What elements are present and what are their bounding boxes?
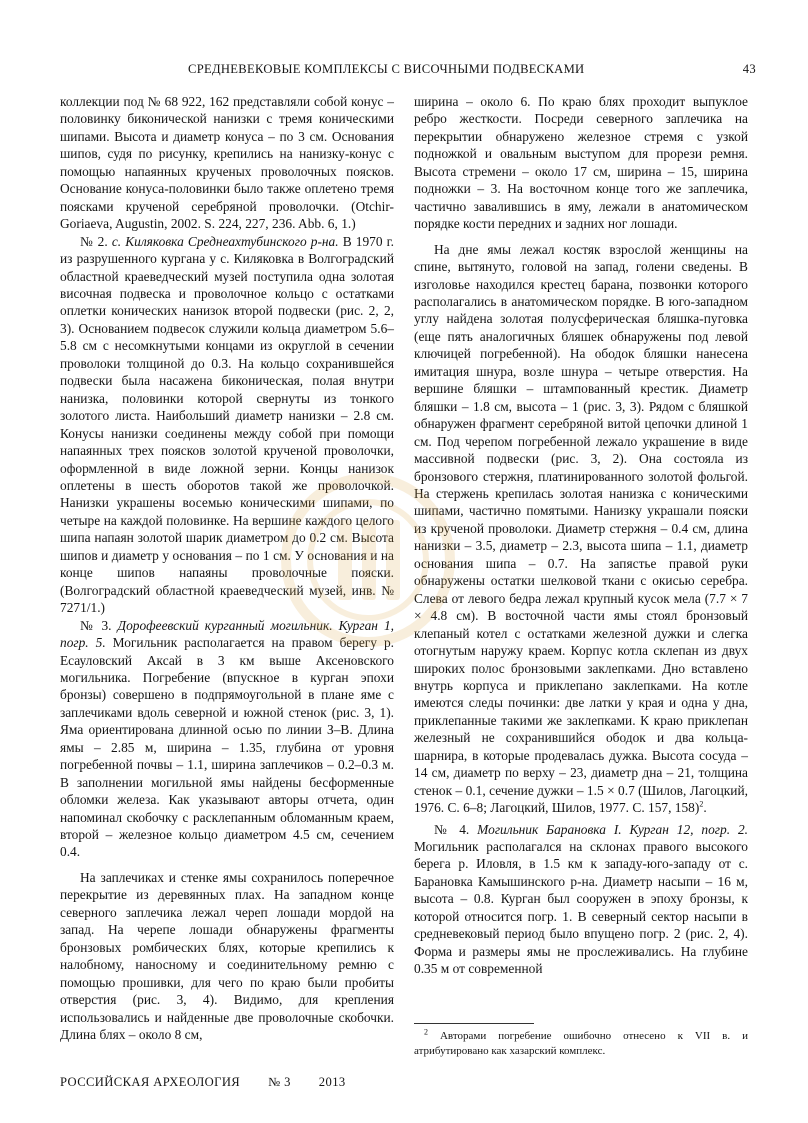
paragraph-end: .: [703, 800, 707, 816]
footnote-ref[interactable]: 2: [699, 799, 704, 809]
running-title: СРЕДНЕВЕКОВЫЕ КОМПЛЕКСЫ С ВИСОЧНЫМИ ПОДВЕСКАМИ: [188, 62, 585, 76]
site-name: Дорофеевский курганный могильник. Курган 1, погр. 5.: [60, 617, 394, 651]
journal-name: РОССИЙСКАЯ АРХЕОЛОГИЯ: [60, 1075, 241, 1089]
footnote-marker: 2: [424, 1027, 428, 1037]
paragraph: [60, 233, 394, 617]
left-column: [60, 93, 394, 1043]
site-name: с. Киляковка Среднеахтубинского р-на.: [111, 233, 339, 249]
paragraph: [60, 617, 394, 861]
entry-number: № 3.: [80, 617, 118, 633]
paragraph-body: Могильник располагался на склонах правого высокого берега р. Иловля, в 1.5 км к западу-юго-западу от с. Барановка Камышинского р-на. Диаметр насыпи – 16 м, высота – 0.8. Курган был сооружен в эпоху бронзы, к которой относится погр. 1. В северный сектор насыпи в средневековый период было впущено погр. 2 (рис. 2, 4). Форма и размеры ямы не прослеживались. На глубине 0.35 м от современной: [414, 839, 748, 977]
running-header: [60, 62, 756, 82]
site-name: Могильник Барановка I. Курган 12, погр. 2.: [477, 821, 748, 837]
page-number: 43: [742, 62, 756, 76]
footnote: [414, 1029, 748, 1058]
entry-number: № 2.: [80, 233, 112, 249]
entry-number: № 4.: [434, 821, 478, 837]
footnote-divider: [414, 1023, 534, 1024]
paragraph-body: На дне ямы лежал костяк взрослой женщины на спине, вытянуто, головой на запад, голени сведены. В изголовье находился крестец барана, позвонки которого располагались в анатомическом порядке. В юго-западном углу найдена золотая полусферическая бляшка-пуговка (еще пять аналогичных бляшек обнаружены под левой ключицей погребенной). На ободок бляшки нанесена имитация шнура, возле шнура – четыре отверстия. На вершине бляшки – штампованный крестик. Диаметр бляшки – 1.8 см, высота – 1 (рис. 3, 3). Рядом с бляшкой обнаружен фрагмент серебряной витой цепочки длиной 1 см. Под черепом погребенной лежало украшение в виде массивной подвески (рис. 3, 2). Она состояла из бронзового стержня, платинированного золотой фольгой. На стержень крепилась золотая нанизка с коническими шипами, частично помятыми. Нанизку украшали пояски из крученой проволоки. Диаметр стержня – 0.4 см, длина нанизки – 3.5, диаметр – 2.3, высота шипа – 1.1, диаметр основания шипа – 0.7. На запястье правой руки обнаружены остатки шелковой ткани с окисью серебра. Слева от левого бедра лежал крупный кусок мела (7.7 × 7 × 4.8 см). В восточной части ямы стоял бронзовый клепаный котел с остатками железной дужки и слегка отогнутым наружу краем. Корпус котла склепан из двух широких полос бронзовыми заклепками. Дно вставлено внутрь корпуса и приклепано заклепками. На котле имеются следы починки: две латки у края и одна у дна, приклепанные такими же заклепками. К краю приклепан железный не сохранившийся ободок и два кольца-шарнира, в которые продевалась дужка. Высота сосуда – 14 см, диаметр по верху – 23, диаметр дна – 21, толщина стенок – 0.1, сечение дужки – 1.5 × 0.7 (Шилов, Лагоцкий, 1976. С. 6–8; Лагоцкий, Шилов, 1977. С. 157, 158): [414, 241, 748, 816]
paragraph: На заплечиках и стенке ямы сохранилось поперечное перекрытие из деревянных плах. На западном конце северного заплечика лежал череп лошади мордой на запад. На черепе лошади обнаружены фрагменты бронзовых ромбических блях, которые крепились к налобному, наносному и соединительному ремню с помощью прошивки, для чего по краю были пробиты отверстия (рис. 3, 4). Видимо, для крепления использовались и найденные две проволочные скобочки. Длина блях – около 8 см,: [60, 869, 394, 1043]
paragraph-body: Могильник располагается на правом берегу р. Есауловский Аксай в 3 км выше Аксеновского могильника. Погребение (впускное в курган эпохи бронзы) совершено в подпрямоугольной в плане яме с заплечиками вдоль северной и южной стенок (рис. 3, 1). Яма ориентирована длинной осью по линии З–В. Длина ямы – 2.85 м, ширина – 1.35, глубина от уровня погребенной почвы – 1.1, ширина заплечиков – 0.2–0.3 м. В заполнении могильной ямы найдены бесформенные обломки железа. Как указывают авторы отчета, один напоминал скобочку с расклепанным обломанным краем, второй – железное кольцо диаметром 4.5 см, сечением 0.4.: [60, 635, 394, 860]
paragraph: [414, 821, 748, 978]
paragraph-body: В 1970 г. из разрушенного кургана у с. Киляковка в Волгоградский областной краеведческий музей поступила одна золотая височная подвеска и проволочное кольцо с остатками оплетки конических нанизок второй подвески (рис. 2, 2, 3). Основанием подвесок служили кольца диаметром 5.6–5.8 см с несомкнутыми концами из округлой в сечении проволоки толщиной до 0.3. На кольцо сохранившейся подвески была насажена биконическая, полая внутри нанизка, половинки которой свернуты из тонкого золотого листа. Наибольший диаметр нанизки – 2.8 см. Конусы нанизки соединены между собой при помощи напаянных трех поясков золотой крученой проволочки, оформленной в виде ложной зерни. Концы нанизок оплетены в шесть оборотов такой же проволочкой. Нанизки украшены восемью коническими шипами, по четыре на каждой половинке. На вершине каждого целого шипа напаян золотой шарик диаметром до 0.2 см. Высота шипов и диаметр у основания – по 1 см. У основания и на конце шипов напаяны проволочные пояски. (Волгоградский областной краеведческий музей, инв. № 7271/1.): [60, 233, 395, 616]
right-column: [414, 93, 748, 978]
footnote-text: Авторами погребение ошибочно отнесено к VII в. и атрибутировано как хазарский комплекс.: [414, 1030, 748, 1057]
paragraph: [414, 241, 748, 817]
journal-footer: [60, 1075, 374, 1090]
paragraph: коллекции под № 68 922, 162 представляли собой конус – половинку биконической нанизки с тремя коническими шипами. Высота и диаметр конуса – по 3 см. Основания шипов, судя по рисунку, крепились на нанизку-конус с помощью напаянных крученых проволочных поясков. Основание конуса-половинки было также оплетено тремя поясками крученой серебряной проволочки. (Otchir-Goriaeva, Augustin, 2002. S. 224, 227, 236. Abb. 6, 1.): [60, 94, 394, 232]
year: 2013: [318, 1075, 346, 1089]
issue-number: № 3: [268, 1075, 291, 1089]
paragraph: ширина – около 6. По краю блях проходит выпуклое ребро жесткости. Посреди северного заплечика на перекрытии обнаружено железное стремя с узкой подножкой и овальным выступом для прорези ремня. Высота стремени – около 17 см, ширина – 15, ширина подножки – 3. На восточном конце того же заплечика, частично завалившись в яму, лежали в анатомическом порядке кости передних и задних ног лошади.: [414, 94, 748, 232]
